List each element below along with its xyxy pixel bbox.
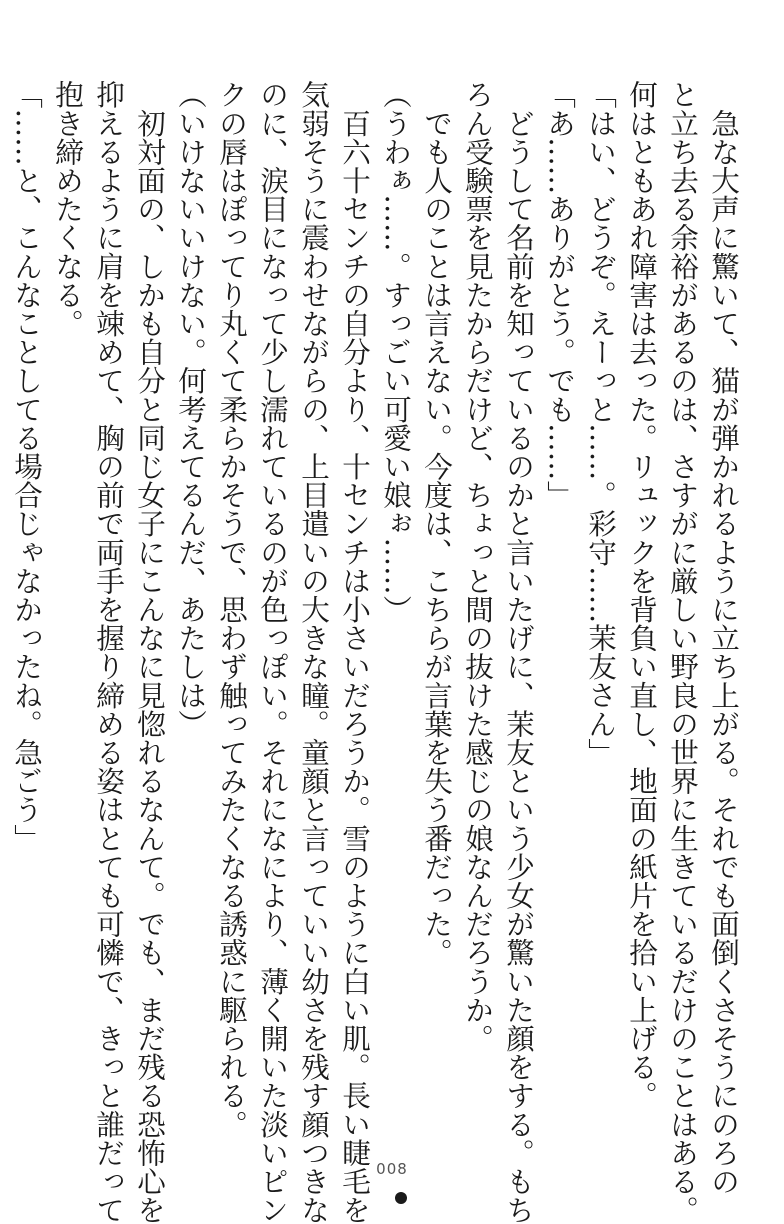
text-line: （うわぁ……。すっごい可愛い娘ぉ……） <box>379 80 413 624</box>
text-line: 何はともあれ障害は去った。リュックを背負い直し、地面の紙片を拾い上げる。 <box>625 80 659 1110</box>
text-line: クの唇はぽってり丸くて柔らかそうで、思わず触ってみたくなる誘惑に駆られる。 <box>215 80 249 1139</box>
text-line: 「はい、どうぞ。えーっと……。彩守……茉友さん」 <box>584 80 618 767</box>
text-line: 気弱そうに震わせながらの、上目遣いの大きな瞳。童顔と言っていい幼さを残す顔つきな <box>297 80 331 1224</box>
text-line: 抱き締めたくなる。 <box>51 80 85 338</box>
text-line: どうして名前を知っているのかと言いたげに、茉友という少女が驚いた顔をする。もち <box>502 80 536 1224</box>
page-number: 008 <box>376 1160 408 1178</box>
text-line: （いけないいけない。何考えてるんだ、あたしは） <box>174 80 208 738</box>
text-line: 百六十センチの自分より、十センチは小さいだろうか。雪のように白い肌。長い睫毛を <box>338 80 372 1224</box>
text-line: 急な大声に驚いて、猫が弾かれるように立ち上がる。それでも面倒くさそうにのろの <box>707 80 741 1196</box>
text-line: 「……と、こんなことしてる場合じゃなかったね。急ごう」 <box>10 80 44 853</box>
text-line: ろん受験票を見たからだけど、ちょっと間の抜けた感じの娘なんだろうか。 <box>461 80 495 1053</box>
page-edge-mark <box>395 1192 407 1204</box>
text-line: でも人のことは言えない。今度は、こちらが言葉を失う番だった。 <box>420 80 454 967</box>
text-line: のに、涙目になって少し濡れているのが色っぽい。それになにより、薄く開いた淡いピン <box>256 80 290 1224</box>
text-line: 抑えるように肩を竦めて、胸の前で両手を握り締める姿はとても可憐で、きっと誰だって <box>92 80 126 1224</box>
text-line: と立ち去る余裕があるのは、さすがに厳しい野良の世界に生きているだけのことはある。 <box>666 80 700 1224</box>
text-line: 「あ……ありがとう。でも……」 <box>543 80 577 509</box>
text-line: 初対面の、しかも自分と同じ女子にこんなに見惚れるなんて。でも、まだ残る恐怖心を <box>133 80 167 1224</box>
